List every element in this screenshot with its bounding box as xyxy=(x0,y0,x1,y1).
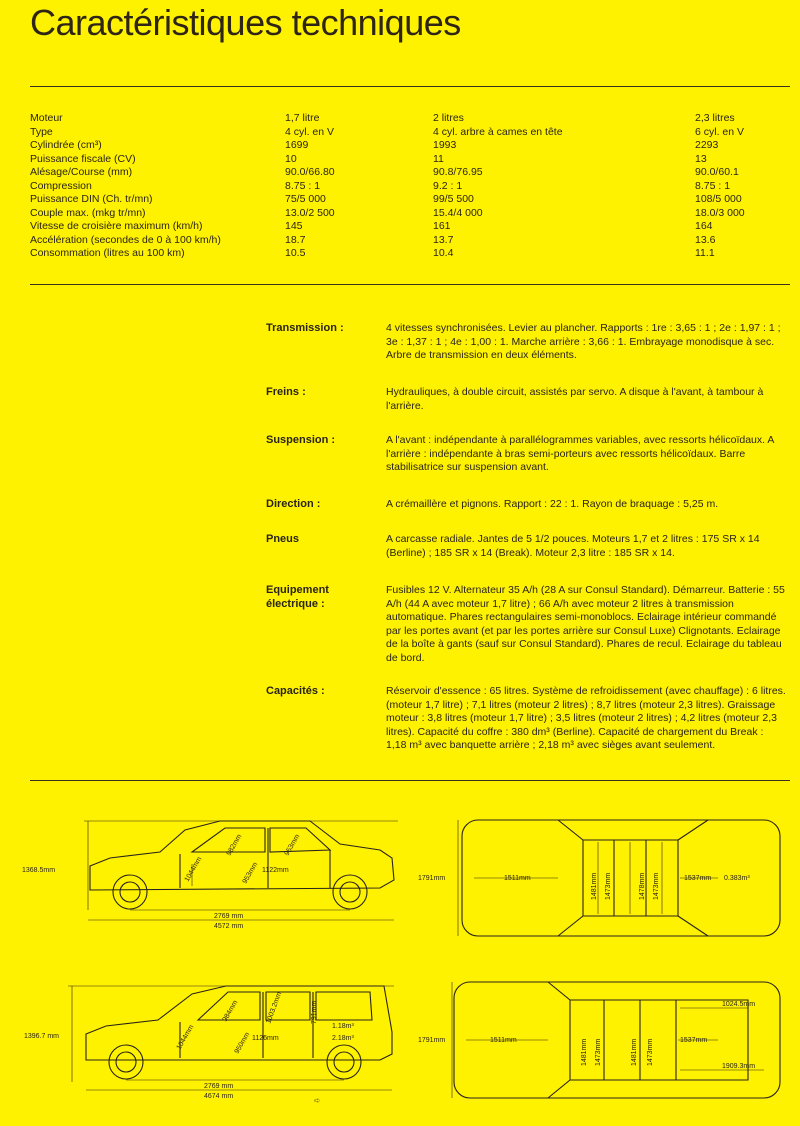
section-text: Réservoir d'essence : 65 litres. Système de refroidissement (avec chauffage) : 6 litres. (moteur 1,7 litre) ; 7,1 litres (moteur 2 litres) ; 8,7 litres (moteur 2,3 litres). Graissage moteur : 3,8 litres (moteur 1,7 litre) ; 3,5 litres (moteur 2 litres) ; 4,2 litres (moteur 2,3 litres). Capacité du coffre : 380 dm³ (Berline). Capacité de chargement du Break : 1,18 m³ avec banquette arrière ; 2,18 m³ avec sièges avant seulement. xyxy=(386,685,786,751)
spec-value: 10.4 xyxy=(433,247,454,259)
spec-value: 108/5 000 xyxy=(695,193,742,205)
estate-volume-1: 1.18m³ xyxy=(332,1023,354,1030)
divider-top xyxy=(30,86,790,87)
section-text: A crémaillère et pignons. Rapport : 22 : 1. Rayon de braquage : 5,25 m. xyxy=(386,498,719,510)
section-label: Equipement électrique : xyxy=(266,584,329,610)
spec-value: 99/5 500 xyxy=(433,193,474,205)
sedan-dim-4: 953mm xyxy=(283,833,302,857)
spec-value: 1699 xyxy=(285,139,309,151)
section-text: A carcasse radiale. Jantes de 5 1/2 pouces. Moteurs 1,7 et 2 litres : 175 SR x 14 (Berline) ; 185 SR x 14 (Break). Moteur 2,3 litre : 185 SR x 14. xyxy=(386,533,760,559)
spec-value: 1,7 litre xyxy=(285,112,320,124)
section-pneus xyxy=(266,533,786,563)
section-capacites xyxy=(266,685,786,767)
sedan-dim-5: 1122mm xyxy=(262,867,289,874)
spec-value: 8.75 : 1 xyxy=(285,179,321,192)
estate-dim-5: 1126mm xyxy=(252,1035,279,1042)
spec-value: 13.6 xyxy=(695,233,716,246)
spec-value: 90.0/60.1 xyxy=(695,166,739,178)
sedan-dim-1: 1044mm xyxy=(183,855,204,883)
estate-cargo-length-2: 1909.3mm xyxy=(722,1063,756,1070)
sedan-top-w6: 1537mm xyxy=(684,875,712,882)
estate-top-w1: 1511mm xyxy=(490,1037,517,1044)
spec-value: 75/5 000 xyxy=(285,193,326,205)
spec-row xyxy=(30,193,790,207)
spec-label: Cylindrée (cm³) xyxy=(30,139,102,151)
spec-value: 6 cyl. en V xyxy=(695,125,745,138)
sedan-side-drawing xyxy=(20,806,400,938)
section-suspension xyxy=(266,434,786,476)
spec-row xyxy=(30,166,790,180)
sedan-height-label: 1368.5mm xyxy=(22,867,56,874)
sedan-length-label: 4572 mm xyxy=(214,923,244,930)
spec-value: 13.7 xyxy=(433,233,454,246)
estate-dim-6: 791mm xyxy=(311,1000,318,1024)
section-text: Hydrauliques, à double circuit, assistés par servo. A disque à l'avant, à tambour à l'arrière. xyxy=(386,386,764,412)
spec-row xyxy=(30,247,790,261)
spec-value: 10 xyxy=(285,152,297,165)
divider-bottom xyxy=(30,780,790,781)
spec-value: 9.2 : 1 xyxy=(433,179,463,192)
sedan-width-label: 1791mm xyxy=(418,875,446,882)
estate-dim-2: 984mm xyxy=(221,999,240,1023)
estate-top-drawing xyxy=(418,978,790,1102)
divider-middle xyxy=(30,284,790,285)
spec-value: 8.75 : 1 xyxy=(695,179,731,192)
estate-top-w4: 1481mm xyxy=(631,1038,638,1066)
section-text: A l'avant : indépendante à parallélogrammes variables, avec ressorts hélicoïdaux. A l'arrière : indépendante à bras semi-porteurs avec ressorts hélicoïdaux. Barre stabilisatrice sur suspension avant. xyxy=(386,434,774,473)
section-freins xyxy=(266,386,786,416)
section-label: Pneus xyxy=(266,533,300,545)
spec-table xyxy=(30,112,790,261)
estate-cargo-length-1: 1024.5mm xyxy=(722,1001,756,1008)
estate-volume-2: 2.18m³ xyxy=(332,1035,354,1042)
spec-label: Alésage/Course (mm) xyxy=(30,166,133,178)
spec-value: 18.0/3 000 xyxy=(695,206,745,219)
spec-value: 2,3 litres xyxy=(695,112,735,124)
estate-dim-1: 1044mm xyxy=(175,1023,196,1051)
spec-value: 10.5 xyxy=(285,247,306,259)
spec-value: 4 cyl. en V xyxy=(285,125,335,138)
spec-value: 15.4/4 000 xyxy=(433,206,483,219)
section-label: Transmission : xyxy=(266,322,344,334)
spec-value: 2293 xyxy=(695,139,719,151)
estate-top-w2: 1481mm xyxy=(581,1038,588,1066)
estate-height-label: 1396.7 mm xyxy=(24,1033,60,1040)
sedan-top-w5: 1473mm xyxy=(653,872,660,900)
estate-top-w5: 1473mm xyxy=(647,1038,654,1066)
spec-value: 13.0/2 500 xyxy=(285,206,335,219)
spec-label: Couple max. (mkg tr/mn) xyxy=(30,206,146,219)
spec-row xyxy=(30,112,790,126)
spec-value: 1993 xyxy=(433,139,457,151)
estate-top-w3: 1473mm xyxy=(595,1038,602,1066)
sedan-top-w4: 1478mm xyxy=(639,872,646,900)
spec-label: Type xyxy=(30,125,53,138)
sedan-dim-2: 982mm xyxy=(225,833,244,857)
section-label: Freins : xyxy=(266,386,306,398)
spec-row xyxy=(30,153,790,167)
section-label: Capacités : xyxy=(266,685,325,697)
spec-row xyxy=(30,126,790,140)
spec-value: 90.8/76.95 xyxy=(433,166,483,178)
sedan-top-drawing xyxy=(418,812,790,944)
spec-label: Vitesse de croisière maximum (km/h) xyxy=(30,220,203,232)
section-label: Suspension : xyxy=(266,434,336,446)
spec-value: 13 xyxy=(695,152,707,165)
spec-row xyxy=(30,180,790,194)
spec-value: 161 xyxy=(433,220,451,232)
estate-top-w6: 1537mm xyxy=(680,1037,708,1044)
page-title: Caractéristiques techniques xyxy=(30,2,461,43)
sedan-boot-volume: 0.383m³ xyxy=(724,875,750,882)
sedan-dim-3: 953mm xyxy=(241,861,260,885)
section-label: Direction : xyxy=(266,498,321,510)
spec-label: Consommation (litres au 100 km) xyxy=(30,247,185,259)
estate-length-label: 4674 mm xyxy=(204,1093,234,1100)
section-direction xyxy=(266,498,786,514)
spec-value: 11.1 xyxy=(695,247,715,259)
spec-row xyxy=(30,220,790,234)
spec-label: Moteur xyxy=(30,112,63,124)
page-arrow-icon: ➪ xyxy=(314,1096,321,1105)
spec-label: Compression xyxy=(30,179,92,192)
section-text: Fusibles 12 V. Alternateur 35 A/h (28 A sur Consul Standard). Démarreur. Batterie : 55 A/h (44 A avec moteur 1,7 litre) ; 66 A/h avec moteur 2 litres à transmission automatique. Phares rectangulaires semi-monoblocs. Eclairage intérieur commandé par les portes avant (et par les portes arrière sur Consul Luxe) Clignotants. Eclairage de la boîte à gants (sauf sur Consul Standard). Phares de recul. Eclairage du tableau de bord. xyxy=(386,584,785,664)
spec-value: 4 cyl. arbre à cames en tête xyxy=(433,125,563,138)
estate-wheelbase-label: 2769 mm xyxy=(204,1083,234,1090)
estate-dim-4: 950mm xyxy=(233,1031,252,1055)
estate-width-label: 1791mm xyxy=(418,1037,446,1044)
spec-row xyxy=(30,139,790,153)
sedan-top-w3: 1473mm xyxy=(605,872,612,900)
spec-value: 18.7 xyxy=(285,233,306,246)
section-transmission xyxy=(266,322,786,364)
estate-dim-3: 1003.2mm xyxy=(265,991,284,1025)
section-text: 4 vitesses synchronisées. Levier au plancher. Rapports : 1re : 3,65 : 1 ; 2e : 1,97 : 1 ; 3e : 1,37 : 1 ; 4e : 1,00 : 1. Marche arrière : 3,66 : 1. Embrayage monodisque à sec. Arbre de transmission en deux éléments. xyxy=(386,322,781,361)
sedan-top-w1: 1511mm xyxy=(504,875,531,882)
spec-row xyxy=(30,207,790,221)
spec-value: 2 litres xyxy=(433,112,464,124)
spec-label: Accélération (secondes de 0 à 100 km/h) xyxy=(30,233,221,246)
spec-row xyxy=(30,234,790,248)
spec-value: 11 xyxy=(433,152,444,165)
sedan-top-w2: 1481mm xyxy=(591,872,598,900)
spec-label: Puissance fiscale (CV) xyxy=(30,152,136,165)
spec-label: Puissance DIN (Ch. tr/mn) xyxy=(30,193,153,205)
section-equipement xyxy=(266,584,786,666)
spec-value: 164 xyxy=(695,220,713,232)
sedan-wheelbase-label: 2769 mm xyxy=(214,913,244,920)
estate-side-drawing xyxy=(20,978,400,1104)
spec-value: 90.0/66.80 xyxy=(285,166,335,178)
spec-value: 145 xyxy=(285,220,303,232)
